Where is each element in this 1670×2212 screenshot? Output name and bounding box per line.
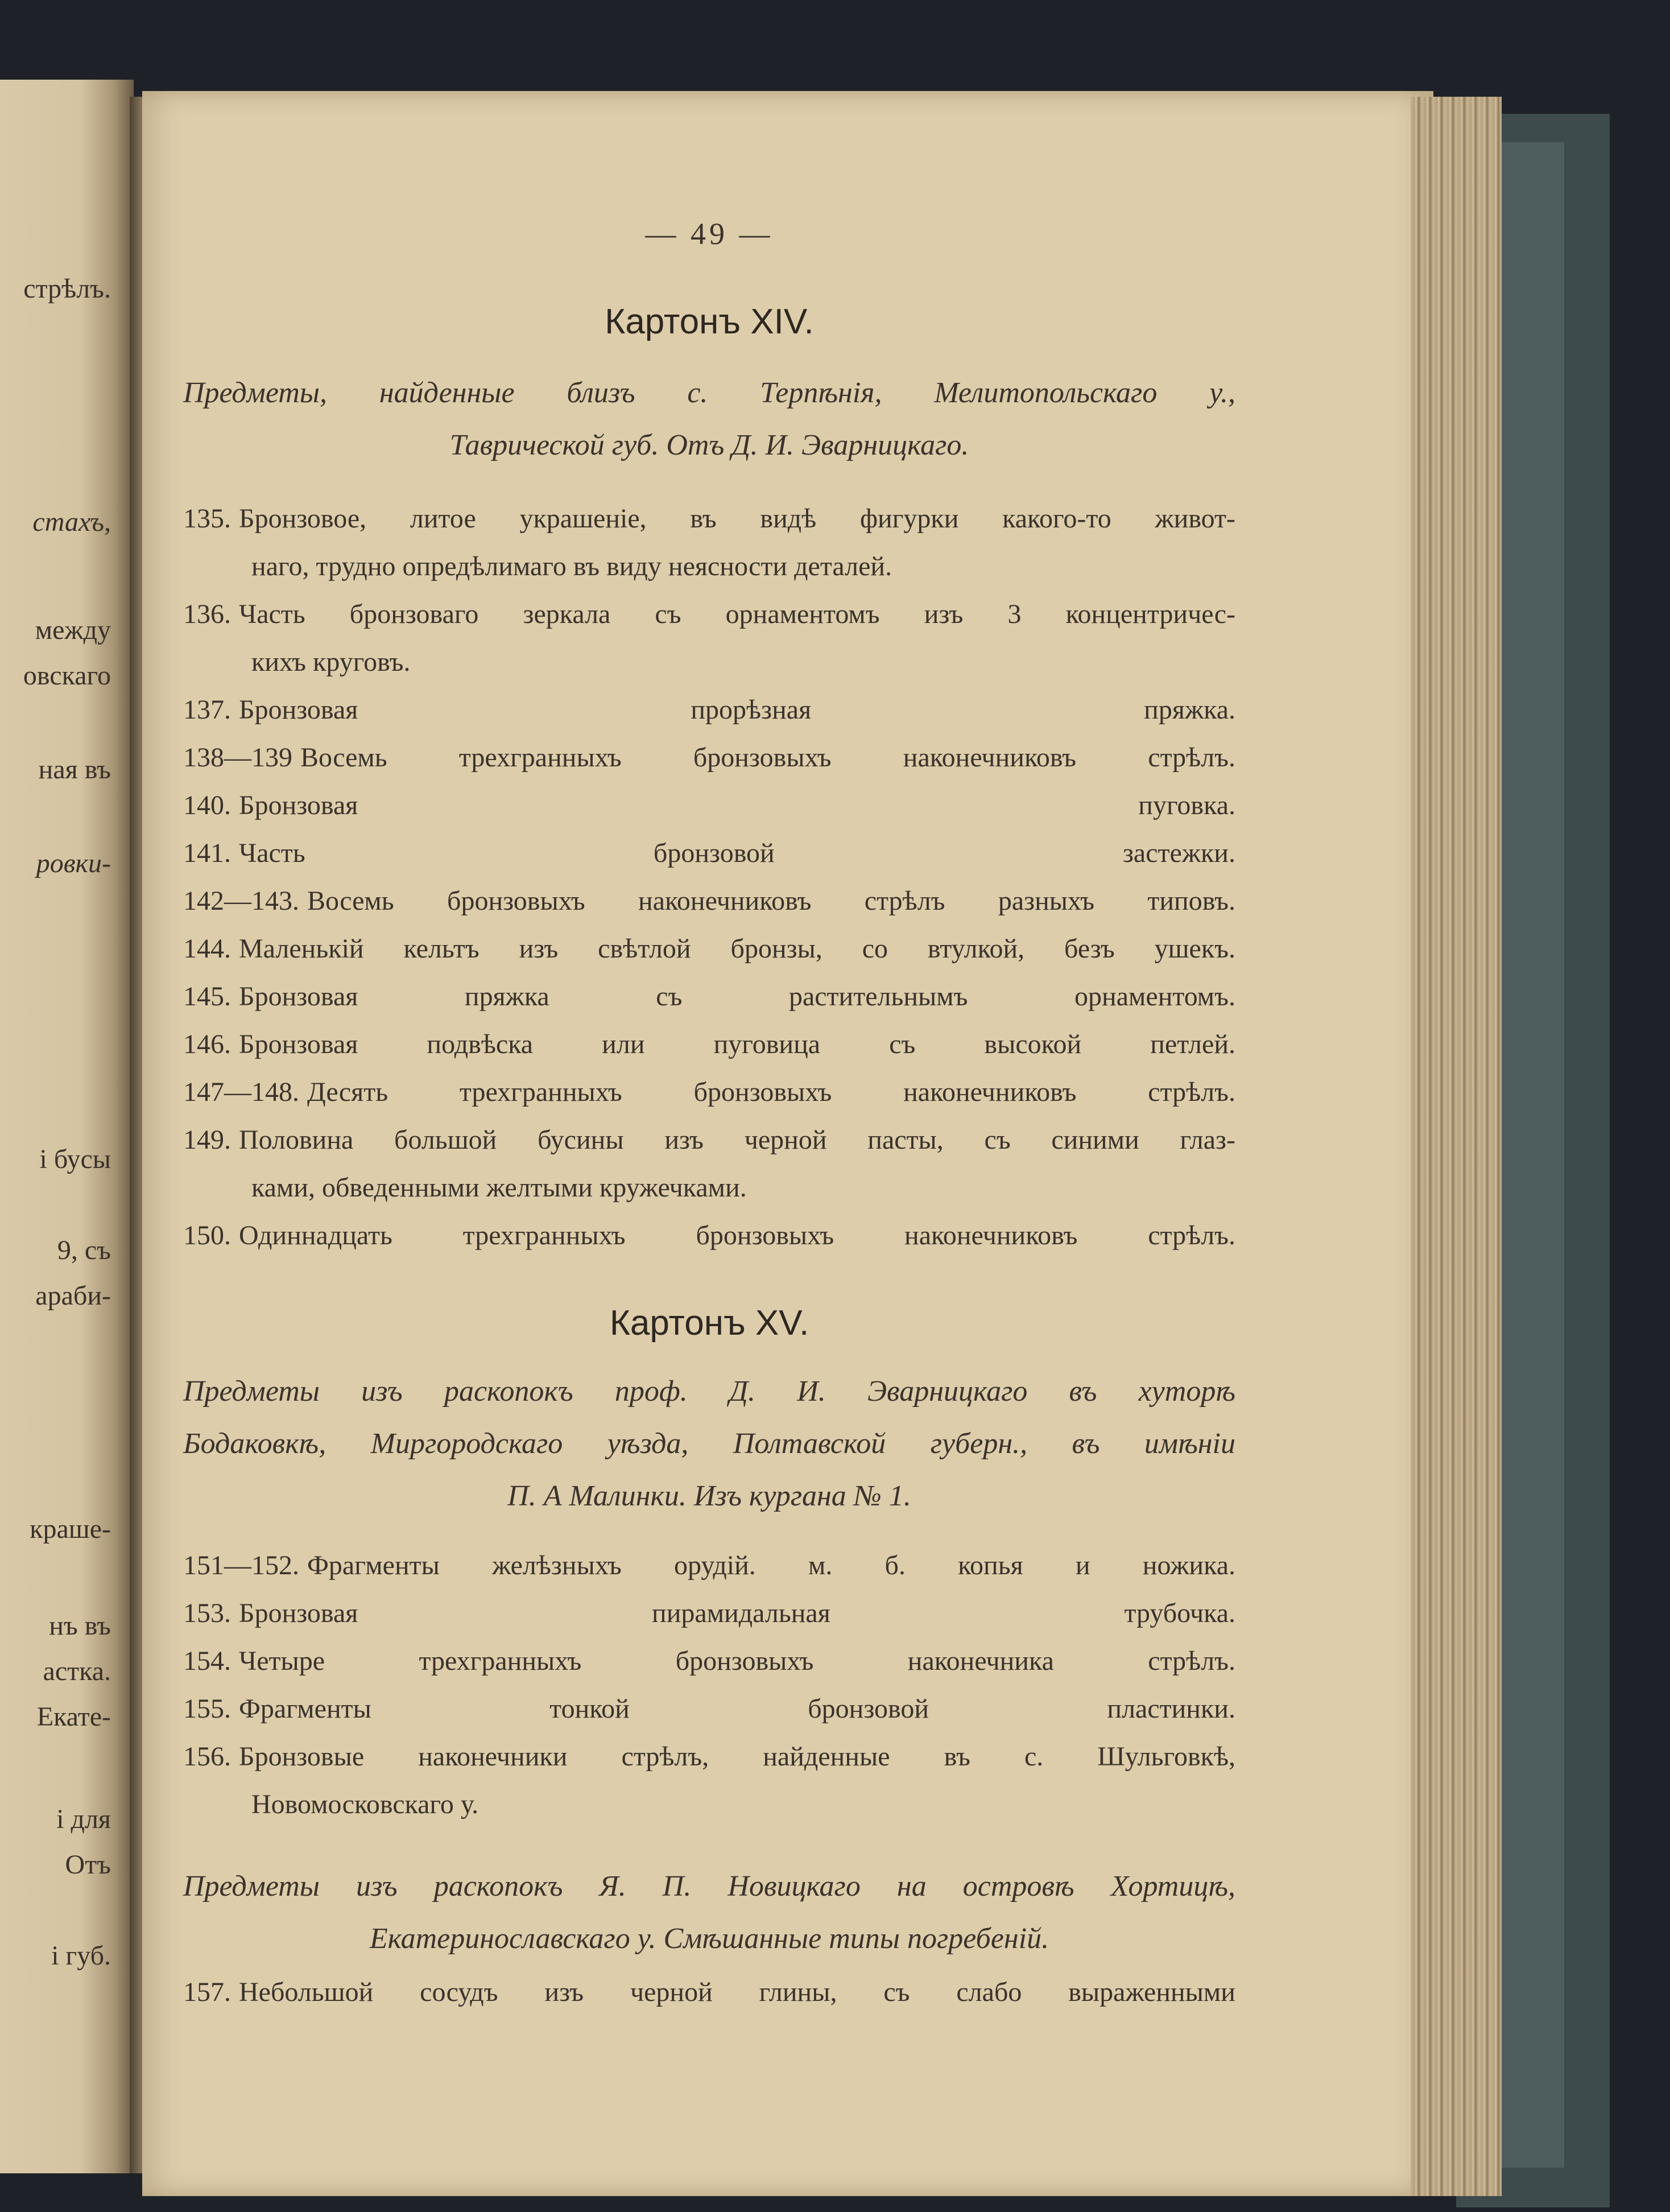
entry-line	[183, 1637, 1235, 1685]
left-page-text: Екате-	[36, 1702, 111, 1732]
entry-number: 151—152.	[183, 1550, 299, 1580]
entry-number: 146.	[183, 1029, 231, 1059]
catalogue-entry	[183, 973, 1235, 1021]
entry-number: 149.	[183, 1125, 231, 1155]
section-subtitle-xiv	[183, 367, 1235, 472]
entry-text: Восемь трехгранныхъ бронзовыхъ наконечниковъ стрѣлъ.	[300, 742, 1235, 773]
entry-text: Часть бронзоваго зеркала съ орнаментомъ изъ 3 концентричес-	[239, 599, 1235, 629]
section-subtitle-khortitsa	[183, 1860, 1235, 1965]
entry-text: Одиннадцать трехгранныхъ бронзовыхъ наконечниковъ стрѣлъ.	[239, 1220, 1235, 1251]
entry-number: 150.	[183, 1220, 231, 1251]
entry-text: Бронзовые наконечники стрѣлъ, найденные въ с. Шульговкѣ,	[239, 1741, 1235, 1772]
entry-text: Бронзовая пирамидальная трубочка.	[239, 1598, 1235, 1628]
catalogue-entry	[183, 1542, 1235, 1590]
entry-text: Четыре трехгранныхъ бронзовыхъ наконечника стрѣлъ.	[239, 1646, 1235, 1676]
entry-number: 142—143.	[183, 886, 299, 916]
left-page-text: і для	[56, 1804, 111, 1834]
left-page-text: астка.	[43, 1656, 111, 1686]
section-subtitle-xv	[183, 1365, 1235, 1522]
left-page-text: краше-	[30, 1514, 111, 1544]
entry-number: 156.	[183, 1741, 231, 1772]
entry-number: 154.	[183, 1646, 231, 1676]
left-page-text: ровки-	[36, 848, 111, 878]
left-page-text: Отъ	[65, 1850, 111, 1880]
entry-line	[183, 734, 1235, 782]
entry-number: 141.	[183, 838, 231, 868]
entry-number: 147—148.	[183, 1077, 299, 1107]
page-number: — 49 —	[645, 217, 774, 251]
subtitle-line: Предметы изъ раскопокъ Я. П. Новицкаго на островѣ Хортицѣ,	[183, 1870, 1235, 1903]
catalogue-entry	[183, 877, 1235, 925]
left-page-text: овскаго	[23, 661, 111, 691]
catalogue-entry	[183, 1685, 1235, 1733]
entry-number: 145.	[183, 981, 231, 1012]
catalogue-entry	[183, 1968, 1235, 2016]
left-page-text: 9, съ	[57, 1235, 111, 1265]
entry-text: кихъ круговъ.	[251, 647, 411, 677]
left-page-text: стрѣлъ.	[23, 274, 111, 304]
entry-number: 137.	[183, 695, 231, 725]
entries-xiv	[183, 495, 1235, 1260]
catalogue-entry	[183, 830, 1235, 877]
subtitle-line: Предметы, найденные близъ с. Терпѣнія, Мелитопольскаго у.,	[183, 377, 1235, 409]
entry-line	[183, 1781, 1235, 1829]
entry-text: Бронзовая пуговка.	[239, 790, 1235, 820]
entry-line	[183, 1068, 1235, 1116]
left-page-text: і губ.	[51, 1941, 111, 1971]
subtitle-line: П. А Малинки. Изъ кургана № 1.	[507, 1480, 911, 1512]
catalogue-entry	[183, 1590, 1235, 1637]
entry-number: 157.	[183, 1977, 231, 2007]
section-title-xv: Картонъ XV.	[609, 1303, 809, 1343]
catalogue-entry	[183, 591, 1235, 686]
subtitle-line: Екатеринославскаго у. Смѣшанные типы погребеній.	[369, 1922, 1049, 1955]
section-title-xiv: Картонъ XIV.	[605, 302, 814, 341]
left-page-text: ная въ	[38, 754, 111, 785]
entries-xv	[183, 1542, 1235, 1829]
entry-number: 138—139	[183, 742, 292, 773]
subtitle-line: Бодаковкѣ, Миргородскаго уѣзда, Полтавской губерн., въ имѣніи	[183, 1427, 1235, 1460]
entry-text: Бронзовое, литое украшеніе, въ видѣ фигурки какого-то живот-	[239, 504, 1235, 534]
subtitle-line: Предметы изъ раскопокъ проф. Д. И. Эварницкаго въ хуторѣ	[183, 1375, 1235, 1408]
entry-line	[183, 1212, 1235, 1260]
entry-text: наго, трудно опредѣлимаго въ виду неясности деталей.	[251, 551, 892, 581]
entry-line	[183, 1116, 1235, 1164]
entry-text: Бронзовая прорѣзная пряжка.	[239, 695, 1235, 725]
catalogue-entry	[183, 1021, 1235, 1068]
catalogue-entry	[183, 1733, 1235, 1829]
catalogue-entry	[183, 925, 1235, 973]
entry-text: ками, обведенными желтыми кружечками.	[251, 1173, 747, 1203]
entry-number: 140.	[183, 790, 231, 820]
entry-line	[183, 1968, 1235, 2016]
entry-text: Новомосковскаго у.	[251, 1789, 479, 1819]
entry-text: Небольшой сосудъ изъ черной глины, съ слабо выраженными	[239, 1977, 1235, 2007]
left-page-text: араби-	[35, 1281, 111, 1311]
entry-text: Половина большой бусины изъ черной пасты, съ синими глаз-	[239, 1125, 1235, 1155]
page-edges	[1411, 97, 1502, 2196]
catalogue-entry	[183, 1212, 1235, 1260]
entry-text: Бронзовая пряжка съ растительнымъ орнаментомъ.	[239, 981, 1235, 1012]
entry-line	[183, 1590, 1235, 1637]
entry-number: 136.	[183, 599, 231, 629]
entry-text: Десять трехгранныхъ бронзовыхъ наконечниковъ стрѣлъ.	[307, 1077, 1235, 1107]
entry-line	[183, 830, 1235, 877]
entry-number: 153.	[183, 1598, 231, 1628]
catalogue-entry	[183, 495, 1235, 591]
entry-line	[183, 1733, 1235, 1781]
entry-text: Фрагменты желѣзныхъ орудій. м. б. копья и ножика.	[307, 1550, 1235, 1580]
entry-line	[183, 1685, 1235, 1733]
catalogue-entry	[183, 1068, 1235, 1116]
entry-line	[183, 543, 1235, 591]
entry-text: Фрагменты тонкой бронзовой пластинки.	[239, 1694, 1235, 1724]
subtitle-line: Таврической губ. Отъ Д. И. Эварницкаго.	[449, 429, 969, 461]
entry-number: 144.	[183, 934, 231, 964]
entry-line	[183, 782, 1235, 830]
catalogue-entry	[183, 686, 1235, 734]
entry-text: Восемь бронзовыхъ наконечниковъ стрѣлъ разныхъ типовъ.	[307, 886, 1235, 916]
entry-line	[183, 1021, 1235, 1068]
entry-line	[183, 638, 1235, 686]
catalogue-entry	[183, 734, 1235, 782]
catalogue-entry	[183, 1637, 1235, 1685]
entry-text: Маленькій кельтъ изъ свѣтлой бронзы, со втулкой, безъ ушекъ.	[239, 934, 1235, 964]
entry-line	[183, 1164, 1235, 1212]
entry-text: Бронзовая подвѣска или пуговица съ высокой петлей.	[239, 1029, 1235, 1059]
entry-line	[183, 1542, 1235, 1590]
left-page-fragment	[0, 80, 134, 2173]
catalogue-entry	[183, 1116, 1235, 1212]
left-page-text: і бусы	[39, 1144, 111, 1174]
entry-line	[183, 495, 1235, 543]
catalogue-entry	[183, 782, 1235, 830]
entry-line	[183, 877, 1235, 925]
left-page-text: между	[35, 615, 111, 645]
entries-khortitsa	[183, 1968, 1235, 2016]
entry-line	[183, 686, 1235, 734]
entry-line	[183, 925, 1235, 973]
entry-number: 155.	[183, 1694, 231, 1724]
left-page-text: нъ въ	[49, 1611, 111, 1641]
entry-line	[183, 973, 1235, 1021]
entry-number: 135.	[183, 504, 231, 534]
entry-text: Часть бронзовой застежки.	[239, 838, 1235, 868]
entry-line	[183, 591, 1235, 638]
left-page-text: стахъ,	[32, 507, 111, 537]
